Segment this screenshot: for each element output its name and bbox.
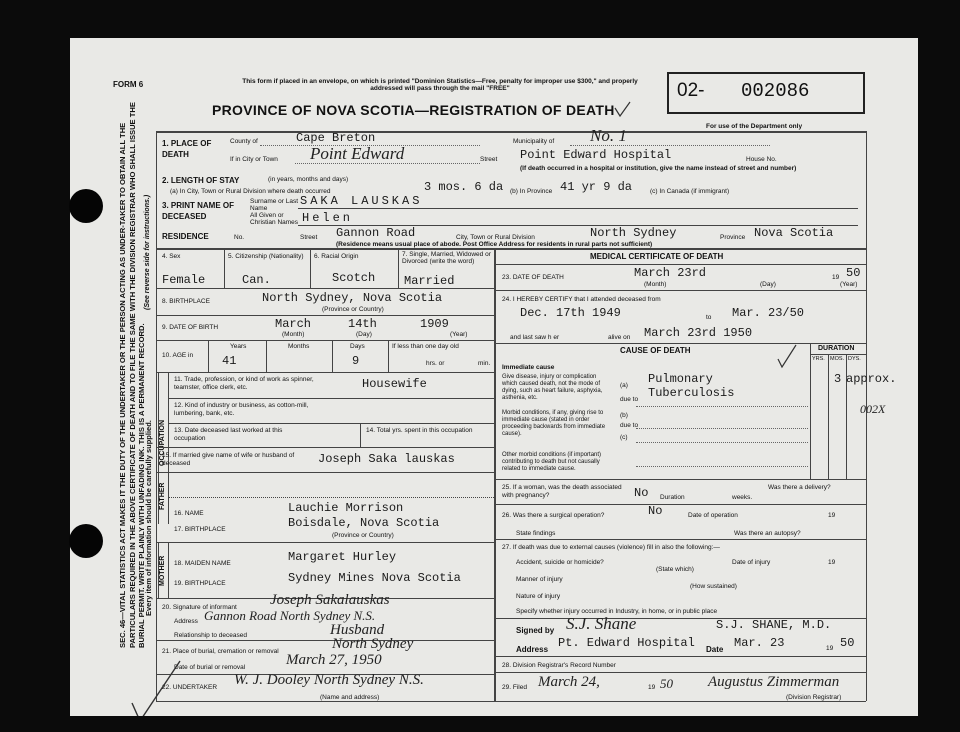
- nature-of-injury-label: Nature of injury: [516, 593, 561, 600]
- spouse-value: Joseph Saka lauskas: [318, 452, 455, 466]
- mother-birthplace-label: 19. BIRTHPLACE: [174, 580, 226, 587]
- stay-prov-value: 41 yr 9 da: [560, 180, 633, 194]
- due-to-1: due to: [620, 396, 639, 403]
- inj-year-prefix: 19: [828, 559, 836, 566]
- medical-cert-header: MEDICAL CERTIFICATE OF DEATH: [590, 252, 724, 261]
- burial-place-value: North Sydney: [332, 636, 414, 652]
- operation-date-label: Date of operation: [688, 512, 738, 519]
- cause-a-value: Pulmonary: [648, 372, 713, 386]
- pregnancy-label: 25. If a woman, was the death associated with pregnancy?: [502, 484, 622, 499]
- stay-city-value: 3 mos. 6 da: [424, 180, 504, 194]
- preg-duration-label: Duration: [660, 494, 685, 501]
- residence-label: RESIDENCE: [162, 232, 209, 241]
- dod-month-caption: (Month): [644, 281, 667, 288]
- form-number: FORM 6: [113, 80, 144, 89]
- op-year-prefix: 19: [828, 512, 836, 519]
- informant-address-label: Address: [174, 618, 198, 625]
- last-worked-label: 13. Date deceased last worked at this occupation: [174, 427, 283, 442]
- dod-year-caption: (Year): [840, 281, 858, 288]
- attend-to-label: to: [706, 314, 712, 321]
- cause-of-death-header: CAUSE OF DEATH: [620, 346, 691, 355]
- undertaker-value: W. J. Dooley North Sydney N.S.: [234, 672, 424, 688]
- birthplace-label: 8. BIRTHPLACE: [162, 298, 210, 305]
- total-years-label: 14. Total yrs. spent in this occupation: [366, 427, 473, 434]
- binder-hole-top: [69, 189, 103, 223]
- hrs-label: hrs. or: [426, 360, 445, 367]
- surname-value: SAKA LAUSKAS: [300, 194, 423, 208]
- years-label: Years: [230, 343, 247, 350]
- cert-date-value: Mar. 23: [734, 636, 785, 650]
- age-years-value: 41: [222, 354, 237, 368]
- binder-hole-bottom: [69, 524, 103, 558]
- county-value: Cape Breton: [296, 131, 376, 145]
- surgery-label: 26. Was there a surgical operation?: [502, 512, 605, 519]
- death-certificate-form: [70, 38, 918, 716]
- last-saw-label: and last saw h er: [510, 334, 560, 341]
- citizenship-value: Can.: [242, 273, 271, 287]
- burial-date-label: Date of burial or removal: [174, 664, 246, 671]
- residence-prov-label: Province: [720, 234, 746, 241]
- dob-year: 1909: [420, 317, 449, 331]
- citizenship-label: 5. Citizenship (Nationality): [228, 253, 304, 260]
- birthplace-value: North Sydney, Nova Scotia: [262, 291, 443, 305]
- institution-value: Point Edward Hospital: [520, 148, 672, 162]
- attend-to-value: Mar. 23/50: [732, 306, 805, 320]
- house-label: House No.: [746, 156, 777, 163]
- occupation-tab: OCCUPATION: [159, 419, 166, 466]
- external-causes-label: 27. If death was due to external causes (violence) fill in also the following:—: [502, 544, 720, 551]
- reg-number: 002086: [741, 80, 810, 102]
- dob-label: 9. DATE OF BIRTH: [162, 324, 219, 331]
- certify-label: 24. I HEREBY CERTIFY that I attended deceased from: [502, 296, 661, 303]
- state-which-caption: (State which): [656, 566, 694, 573]
- physician-signature: S.J. Shane: [566, 614, 637, 633]
- age-days-value: 9: [352, 354, 360, 368]
- mother-birthplace-value: Sydney Mines Nova Scotia: [288, 571, 461, 585]
- industry-question: Specify whether injury occurred in Industry, in home, or in public place: [516, 608, 718, 615]
- margin-note: 002X: [860, 402, 886, 416]
- stay-city-label: (a) In City, Town or Rural Division where death occurred: [170, 188, 331, 195]
- given-label: All Given or Christian Names: [250, 212, 299, 226]
- physician-address-label: Address: [516, 645, 549, 654]
- county-label: County of: [230, 138, 258, 145]
- dod-year-prefix: 19: [832, 274, 840, 281]
- cert-date-label: Date: [706, 645, 724, 654]
- months-label: Months: [288, 343, 310, 350]
- filed-year-prefix: 19: [648, 684, 656, 691]
- min-label: min.: [478, 360, 491, 367]
- residence-street-label: Street: [300, 234, 318, 241]
- date-of-death-label: 23. DATE OF DEATH: [502, 274, 564, 281]
- city-label: If in City or Town: [230, 156, 278, 163]
- father-birthplace-label: 17. BIRTHPLACE: [174, 526, 226, 533]
- burial-date-value: March 27, 1950: [286, 652, 382, 668]
- dept-use-note: For use of the Department only: [706, 123, 803, 130]
- dob-month: March: [275, 317, 312, 331]
- marital-value: Married: [404, 274, 455, 288]
- pen-checkmarks: [70, 38, 918, 716]
- informant-address: Gannon Road North Sydney N.S.: [204, 608, 376, 623]
- cause-b-marker: (b): [620, 412, 628, 419]
- registrar-record-label: 28. Division Registrar's Record Number: [502, 662, 616, 669]
- weeks-label: weeks.: [732, 494, 753, 501]
- place-of-death-label: 1. PLACE OF DEATH: [162, 139, 212, 159]
- relationship-label: Relationship to deceased: [174, 632, 247, 639]
- spouse-label: 15. If married give name of wife or husband of deceased: [162, 452, 295, 467]
- relationship-value: Husband: [330, 622, 385, 638]
- duration-months: 3: [834, 372, 842, 386]
- yrs-header: YRS.: [812, 356, 825, 362]
- mos-header: MOS.: [830, 356, 845, 362]
- days-label: Days: [350, 343, 365, 350]
- marital-label: 7. Single, Married, Widowed or Divorced (write the word): [402, 251, 491, 265]
- duration-approx: approx.: [846, 372, 897, 386]
- immediate-cause-note: Give disease, injury or complication which caused death, not the mode of dying, such as heart failure, asphyxia, asthenia, etc.: [502, 374, 603, 401]
- informant-sig-label: 20. Signature of informant: [162, 604, 237, 611]
- informant-signature: Joseph Sakalauskas: [270, 592, 390, 608]
- stay-prov-label: (b) In Province: [510, 188, 553, 195]
- filed-label: 29. Filed: [502, 684, 527, 691]
- age-label: 10. AGE in: [162, 352, 194, 359]
- reverse-note: (See reverse side for instructions.): [144, 194, 151, 310]
- physician-name: S.J. SHANE, M.D.: [716, 618, 832, 632]
- attend-from-value: Dec. 17th 1949: [520, 306, 621, 320]
- residence-city-label: City, Town or Rural Division: [456, 234, 535, 241]
- surname-label: Surname or Last Name: [250, 198, 299, 212]
- filed-date-value: March 24,: [538, 674, 600, 690]
- undertaker-label: 22. UNDERTAKER: [162, 684, 218, 691]
- trade-label: 11. Trade, profession, or kind of work as spinner, teamster, office clerk, etc.: [174, 376, 314, 391]
- autopsy-label: Was there an autopsy?: [734, 530, 801, 537]
- duration-header: DURATION: [818, 345, 855, 352]
- last-saw-value: March 23rd 1950: [644, 326, 753, 340]
- industry-label: 12. Kind of industry or business, as cotton-mill, lumbering, bank, etc.: [174, 402, 309, 417]
- date-of-death-value: March 23rd: [634, 266, 707, 280]
- filed-year-value: 50: [660, 676, 673, 691]
- date-of-injury-label: Date of injury: [732, 559, 771, 566]
- dob-day: 14th: [348, 317, 377, 331]
- given-value: Helen: [302, 211, 354, 225]
- month-caption: (Month): [282, 331, 305, 338]
- delivery-label: Was there a delivery?: [768, 484, 831, 491]
- morbid-label: Morbid conditions, if any, giving rise to immediate cause (stated in order proceeding backwards from immediate cause).: [502, 410, 606, 437]
- street-label: Street: [480, 156, 498, 163]
- birthplace-note: (Province or Country): [322, 306, 384, 313]
- place-note: (If death occurred in a hospital or institution, give the name instead of street and number): [520, 165, 797, 172]
- undertaker-note: (Name and address): [320, 694, 380, 701]
- registrar-caption: (Division Registrar): [786, 694, 842, 701]
- racial-origin-value: Scotch: [332, 271, 376, 285]
- length-of-stay-label: 2. LENGTH OF STAY: [162, 176, 240, 185]
- sex-label: 4. Sex: [162, 253, 181, 260]
- trade-value: Housewife: [362, 377, 427, 391]
- alive-on-label: alive on: [608, 334, 631, 341]
- mother-tab: MOTHER: [159, 555, 166, 586]
- how-sustained-caption: (How sustained): [690, 583, 737, 590]
- accident-label: Accident, suicide or homicide?: [516, 559, 604, 566]
- statute-text: SEC. 46—VITAL STATISTICS ACT MAKES IT THE DUTY OF THE UNDERTAKER OR THE PERSON ACTING AS UNDER-TAKER TO OBTAIN ALL THE PARTICULARS REQUIRED IN THE ABOVE CERTIFICATE OF DEATH AND TO FILE THE SAME WITH THE DIVISION REGISTRAR WHO SHALL ISSUE THE BURIAL PERMIT. WRITE PLAINLY WITH UNFADING INK. THIS IS A PERMANENT RECORD.: [118, 102, 146, 648]
- state-findings-label: State findings: [516, 530, 556, 537]
- envelope-note: This form if placed in an envelope, on which is printed "Dominion Statistics—Free, penalty for improper use $300," and properly addressed will pass through the mail "FREE": [242, 78, 638, 92]
- care-note: Every item of information should be carefully supplied.: [144, 420, 153, 616]
- surgery-value: No: [648, 504, 663, 518]
- cause-b-value: Tuberculosis: [648, 386, 735, 400]
- due-to-2: due to: [620, 422, 639, 429]
- pregnancy-value: No: [634, 486, 649, 500]
- age-note: If less than one day old: [392, 343, 459, 350]
- cert-year-value: 50: [840, 636, 855, 650]
- father-name-value: Lauchie Morrison: [288, 501, 404, 515]
- sex-value: Female: [162, 273, 206, 287]
- dod-year-value: 50: [846, 266, 861, 280]
- cert-year-prefix: 19: [826, 645, 834, 652]
- residence-no-label: No.: [234, 234, 245, 241]
- stay-sub-label: (in years, months and days): [268, 176, 349, 183]
- signed-by-label: Signed by: [516, 626, 555, 635]
- other-conditions-label: Other morbid conditions (if important) contributing to death but not causally related to immediate cause.: [502, 452, 602, 472]
- residence-street-value: Gannon Road: [336, 226, 416, 240]
- city-value: Point Edward: [310, 144, 405, 163]
- mother-name-value: Margaret Hurley: [288, 550, 397, 564]
- manner-of-injury-label: Manner of injury: [516, 576, 563, 583]
- stay-canada-label: (c) In Canada (if immigrant): [650, 188, 730, 195]
- physician-address-value: Pt. Edward Hospital: [558, 636, 695, 650]
- residence-city-value: North Sydney: [590, 226, 677, 240]
- dod-day-caption: (Day): [760, 281, 776, 288]
- day-caption: (Day): [356, 331, 372, 338]
- father-tab: FATHER: [159, 482, 166, 510]
- racial-origin-label: 6. Racial Origin: [314, 253, 359, 260]
- form-title: PROVINCE OF NOVA SCOTIA—REGISTRATION OF DEATH: [212, 102, 615, 118]
- municipality-label: Municipality of: [513, 138, 555, 145]
- burial-place-label: 21. Place of burial, cremation or removal: [162, 648, 279, 655]
- year-caption: (Year): [450, 331, 468, 338]
- residence-province-value: Nova Scotia: [754, 226, 834, 240]
- name-label: 3. PRINT NAME OF DECEASED: [162, 201, 235, 221]
- dys-header: DYS.: [848, 356, 861, 362]
- cause-c-marker: (c): [620, 434, 628, 441]
- immediate-cause-label: Immediate cause: [502, 364, 555, 371]
- municipality-value: No. 1: [590, 126, 627, 145]
- cause-a-marker: (a): [620, 382, 628, 389]
- father-country-note: (Province or Country): [332, 532, 394, 539]
- residence-note: (Residence means usual place of abode. Post Office Address for residents in rural parts not sufficient): [336, 241, 653, 248]
- father-name-label: 16. NAME: [174, 510, 204, 517]
- mother-name-label: 18. MAIDEN NAME: [174, 560, 231, 567]
- registrar-signature: Augustus Zimmerman: [708, 674, 840, 690]
- father-birthplace-value: Boisdale, Nova Scotia: [288, 516, 440, 530]
- reg-prefix: 02-: [677, 80, 705, 101]
